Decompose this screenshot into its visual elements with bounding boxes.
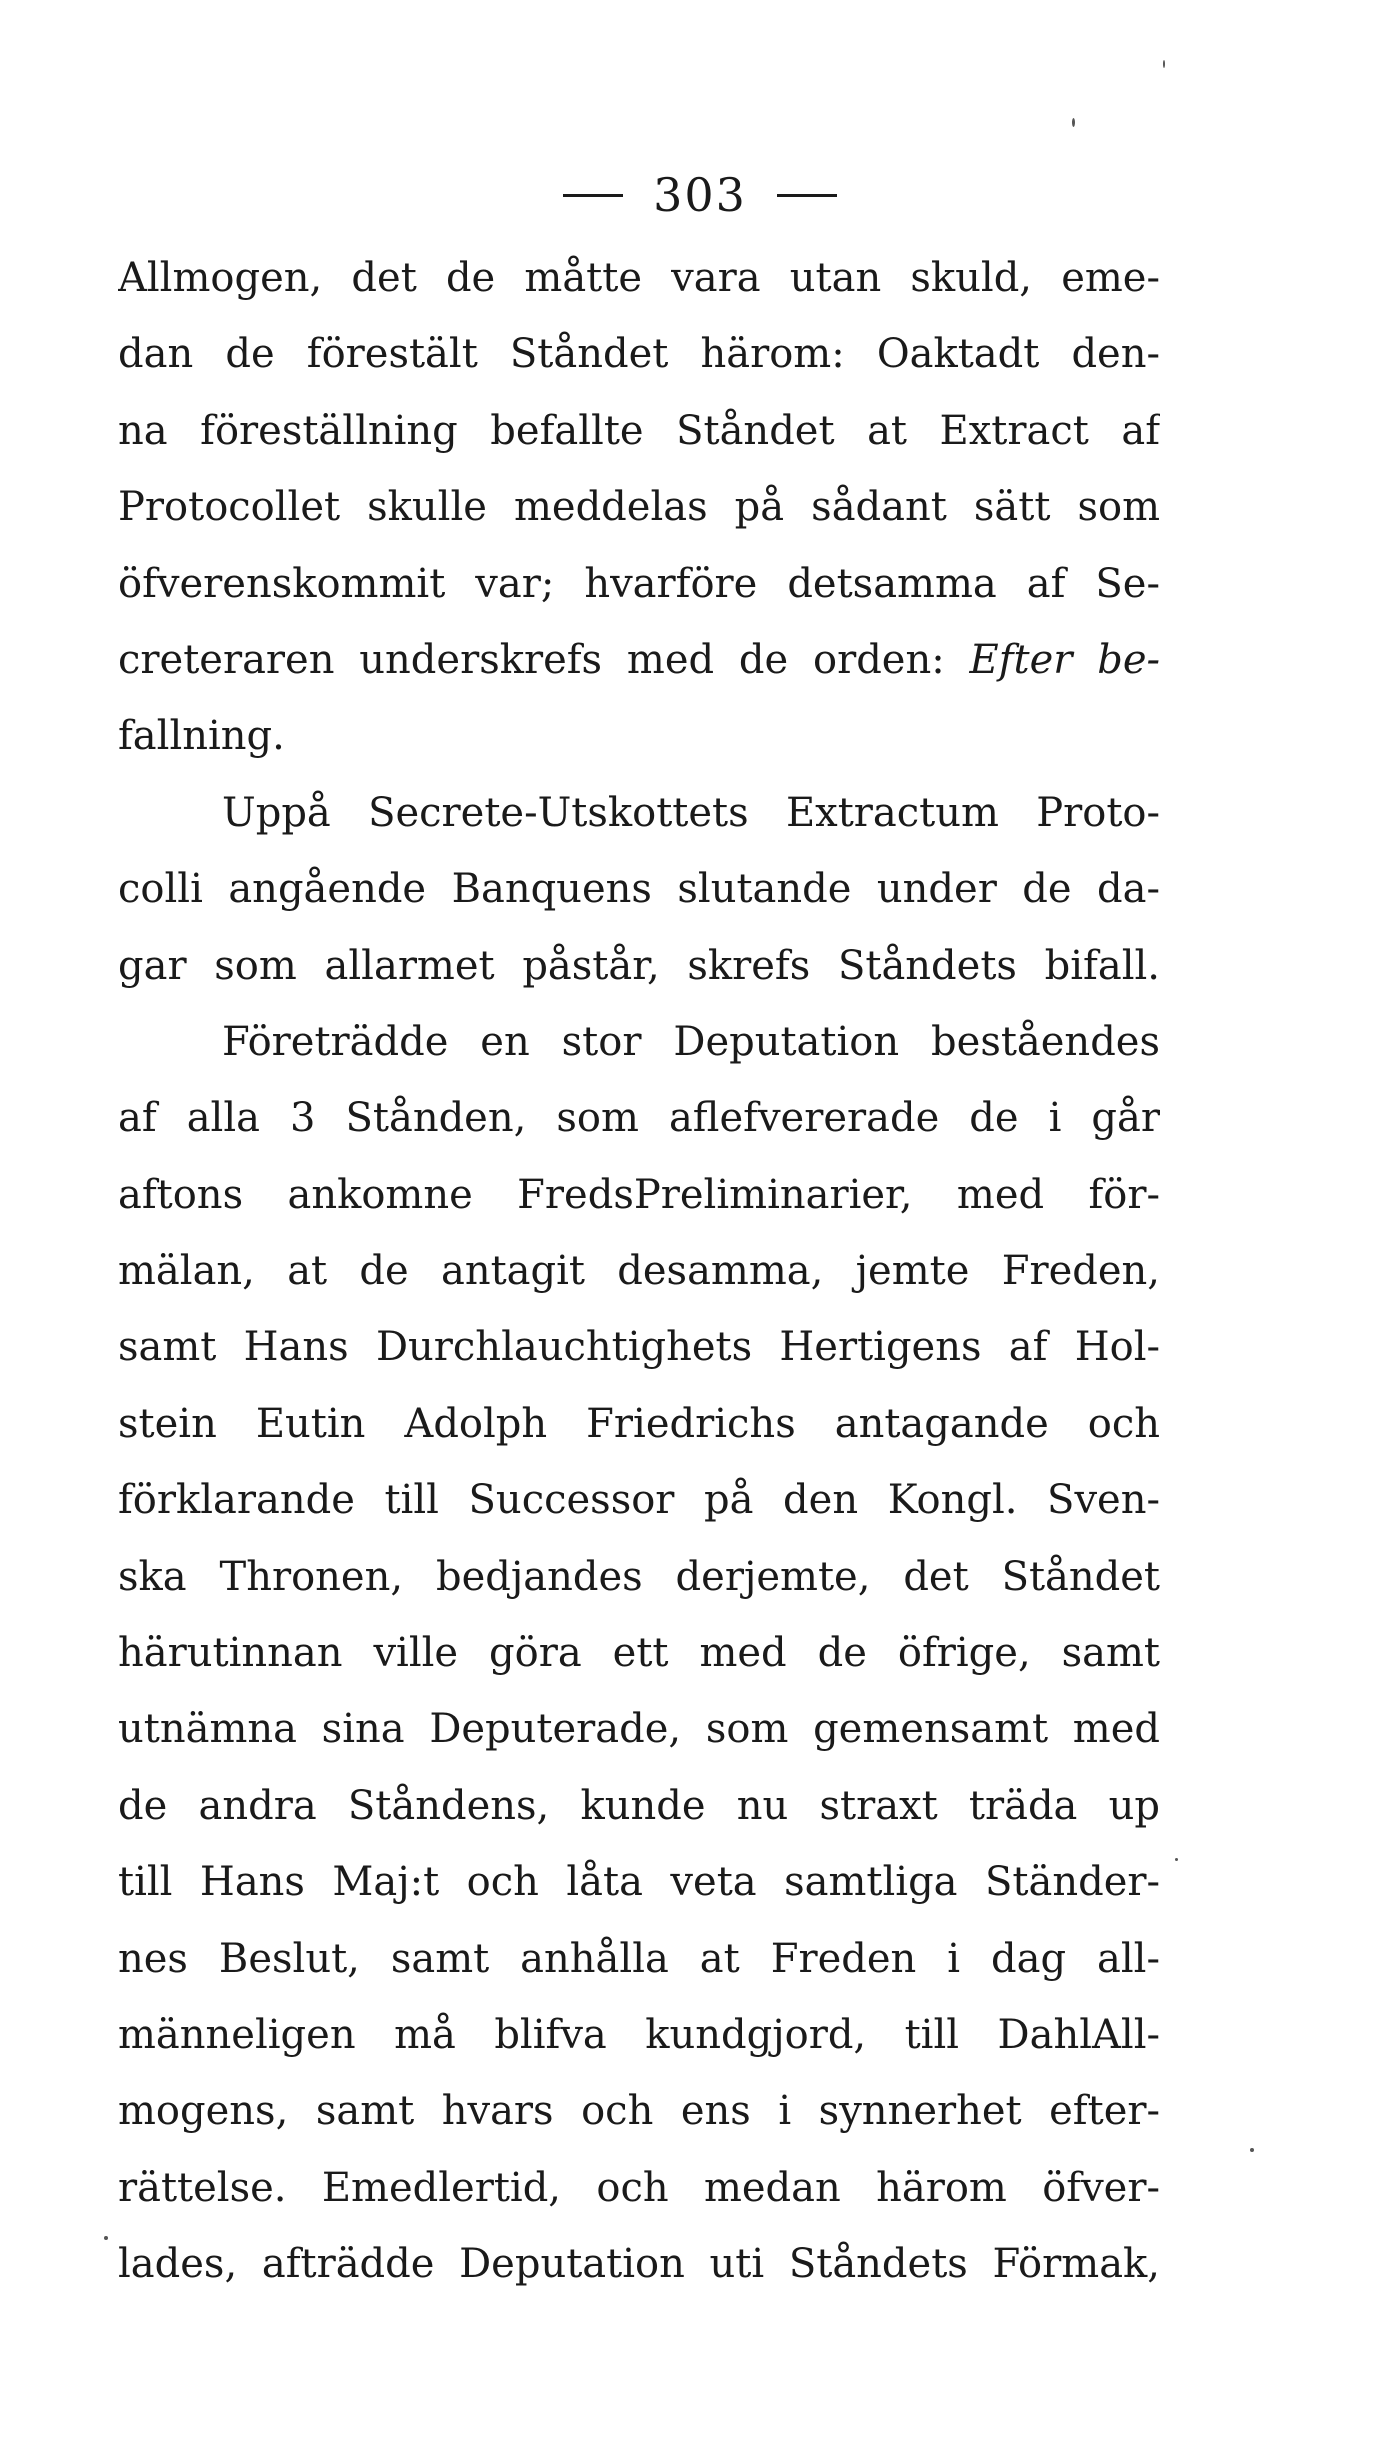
text-line-italic: fallning. [118, 713, 285, 760]
text-line: förklarande till Successor på den Kongl. Sven- [118, 1477, 1160, 1524]
page-header [0, 165, 1400, 225]
text-line-with-italic [118, 622, 1160, 698]
header-dash-left [563, 194, 623, 197]
text-line: till Hans Maj:t och låta veta samtliga Ständer- [118, 1859, 1160, 1906]
text-line: aftons ankomne FredsPreliminarier, med för- [118, 1171, 1160, 1218]
text-line-lead: creteraren underskrefs med de orden: [118, 636, 945, 683]
text-line: mogens, samt hvars och ens i synnerhet efter- [118, 2088, 1160, 2135]
text-line: lades, afträdde Deputation uti Ståndets Förmak, [118, 2241, 1160, 2288]
text-line: stein Eutin Adolph Friedrichs antagande och [118, 1400, 1160, 1447]
text-line: nes Beslut, samt anhålla at Freden i dag all- [118, 1935, 1160, 1982]
italic-phrase: Efter be- [969, 636, 1160, 683]
text-line: gar som allarmet påstår, skrefs Ståndets bifall. [118, 942, 1160, 989]
text-line: Allmogen, det de måtte vara utan skuld, eme- [118, 255, 1160, 301]
text-line: rättelse. Emedlertid, och medan härom öfver- [118, 2164, 1160, 2211]
scan-speck [104, 2236, 108, 2240]
body-text [118, 240, 1160, 2303]
text-line: ska Thronen, bedjandes derjemte, det Ståndet [118, 1553, 1160, 1600]
text-line: utnämna sina Deputerade, som gemensamt med [118, 1706, 1160, 1753]
header-dash-right [777, 194, 837, 197]
text-line: mälan, at de antagit desamma, jemte Freden, [118, 1248, 1160, 1295]
text-line: af alla 3 Stånden, som aflefvererade de i går [118, 1095, 1160, 1142]
text-line: colli angående Banquens slutande under de da- [118, 866, 1160, 913]
scan-speck [1175, 1858, 1178, 1861]
text-line: öfverenskommit var; hvarföre detsamma af Se- [118, 560, 1160, 607]
text-line: Protocollet skulle meddelas på sådant sätt som [118, 484, 1160, 531]
text-line: dan de förestält Ståndet härom: Oaktadt den- [118, 331, 1160, 378]
text-line: härutinnan ville göra ett med de öfrige, samt [118, 1630, 1160, 1677]
paragraph-start-line: Uppå Secrete-Utskottets Extractum Proto- [222, 789, 1160, 836]
text-line: de andra Ståndens, kunde nu straxt träda up [118, 1782, 1160, 1829]
scan-speck [1163, 60, 1165, 68]
text-line: samt Hans Durchlauchtighets Hertigens af Hol- [118, 1324, 1160, 1371]
paragraph-start-line: Företrädde en stor Deputation beståendes [222, 1018, 1160, 1065]
scan-speck [1072, 118, 1075, 127]
text-line: na föreställning befallte Ståndet at Extract af [118, 407, 1160, 454]
scan-speck [1250, 2148, 1254, 2152]
text-line: männeligen må blifva kundgjord, till DahlAll- [118, 2011, 1160, 2058]
page-number: 303 [653, 168, 747, 222]
